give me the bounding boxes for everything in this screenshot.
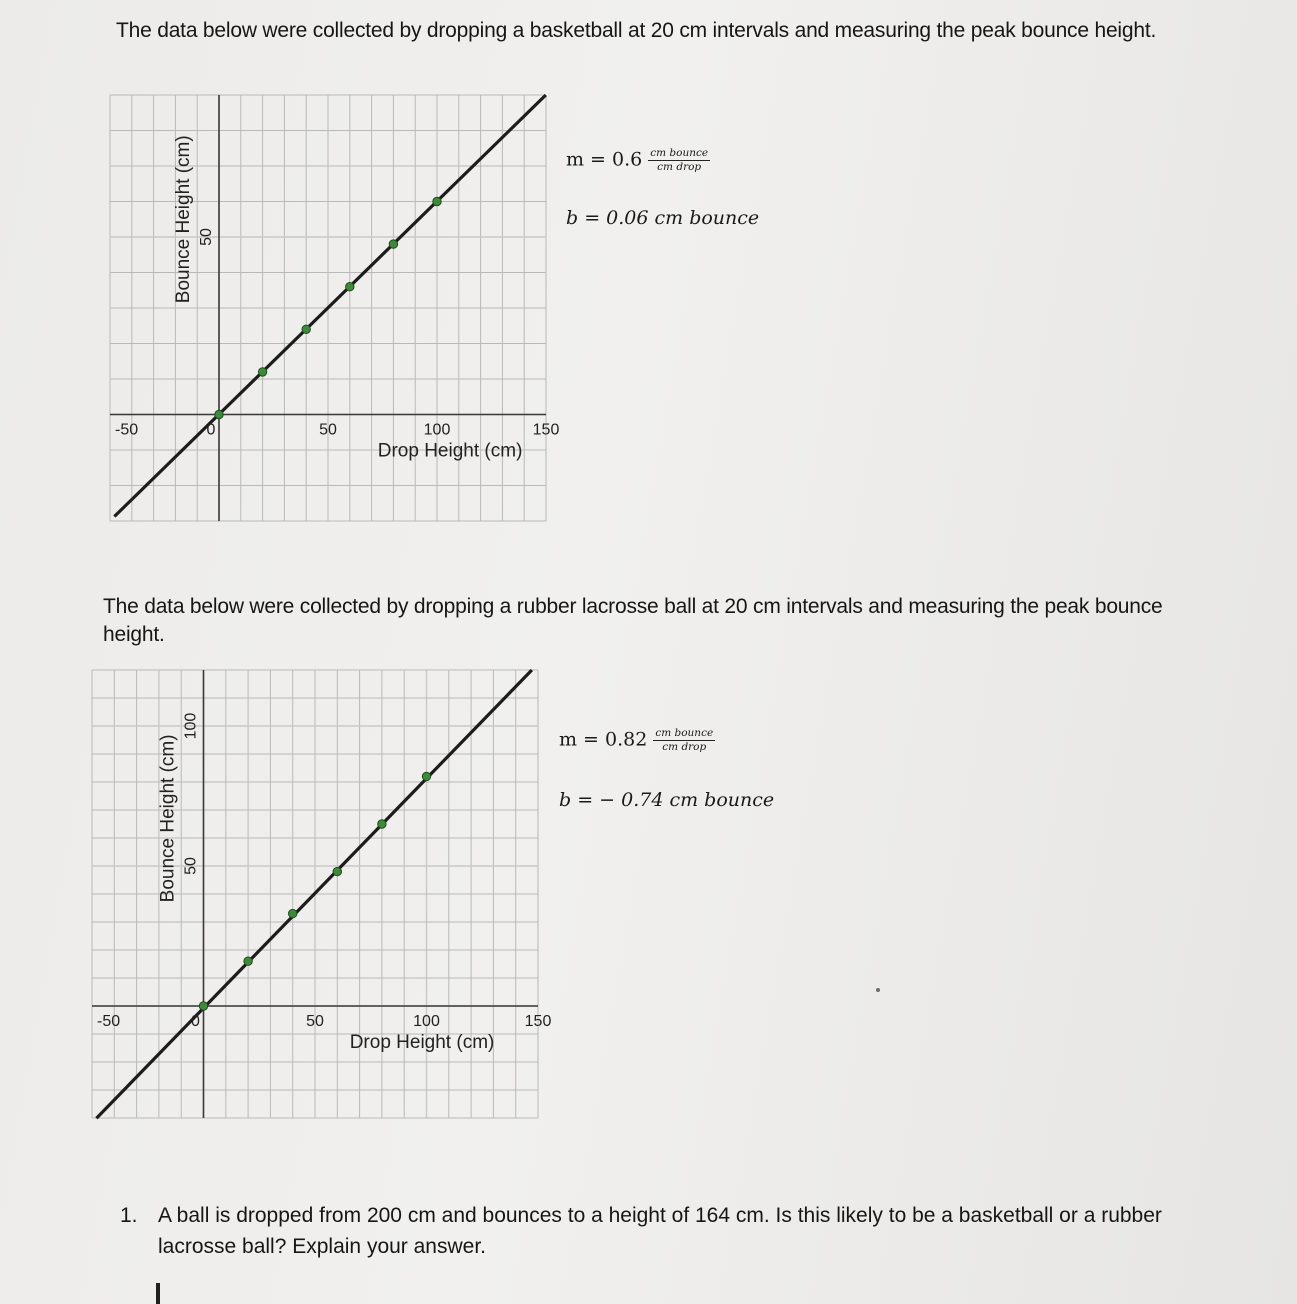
x-tick-label: 100 bbox=[423, 421, 451, 439]
lacrosse-intercept-equation: b = − 0.74 cm bounce bbox=[559, 789, 775, 811]
question-text: A ball is dropped from 200 cm and bounces to a height of 164 cm. Is this likely to be a basketball or a rubber lacrosse ball? Explain your answer. bbox=[158, 1204, 1162, 1258]
unit-denominator: cm drop bbox=[657, 161, 702, 173]
x-tick-label: 150 bbox=[524, 1013, 552, 1030]
data-point bbox=[378, 820, 386, 828]
lacrosse-chart bbox=[92, 670, 552, 1130]
x-tick-label: 100 bbox=[413, 1013, 440, 1030]
paper-speck bbox=[876, 988, 880, 992]
basketball-intercept-equation: b = 0.06 cm bounce bbox=[566, 207, 760, 229]
data-point bbox=[422, 772, 430, 780]
basketball-intro-text: The data below were collected by dropping a basketball at 20 cm intervals and measuring the peak bounce height. bbox=[116, 19, 1157, 42]
data-point bbox=[333, 867, 341, 875]
x-tick-label: 50 bbox=[306, 1013, 324, 1030]
unit-denominator: cm drop bbox=[662, 741, 707, 753]
basketball-slope-equation bbox=[566, 147, 710, 174]
x-tick-label: -50 bbox=[115, 421, 139, 439]
x-tick-label: 0 bbox=[191, 1013, 200, 1030]
y-tick-label: 50 bbox=[198, 228, 215, 246]
question-number: 1. bbox=[120, 1204, 138, 1227]
x-tick-label: 150 bbox=[532, 421, 560, 439]
x-tick-label: -50 bbox=[97, 1013, 121, 1030]
data-point bbox=[433, 197, 441, 205]
data-point bbox=[302, 325, 310, 333]
slope-unit-fraction bbox=[648, 147, 710, 174]
data-point bbox=[258, 368, 266, 376]
data-point bbox=[389, 240, 397, 248]
unit-numerator: cm bounce bbox=[655, 727, 714, 739]
data-point bbox=[244, 957, 252, 965]
lacrosse-slope-value: m = 0.82 bbox=[559, 728, 648, 751]
lacrosse-intro-text: The data below were collected by dropping a rubber lacrosse ball at 20 cm intervals and measuring the peak bounce height. bbox=[103, 595, 1163, 646]
slope-unit-fraction bbox=[653, 727, 715, 754]
x-tick-label: 0 bbox=[206, 421, 216, 439]
data-point bbox=[215, 410, 223, 418]
y-axis-label: Bounce Height (cm) bbox=[173, 135, 194, 304]
lacrosse-slope-equation bbox=[559, 727, 715, 754]
basketball-chart bbox=[110, 95, 560, 525]
y-tick-label: 100 bbox=[182, 712, 200, 740]
y-tick-label: 50 bbox=[182, 857, 200, 875]
x-tick-label: 50 bbox=[319, 421, 337, 439]
data-point bbox=[289, 909, 297, 917]
y-axis-label: Bounce Height (cm) bbox=[157, 734, 179, 903]
data-point bbox=[346, 283, 354, 291]
text-cursor[interactable] bbox=[156, 1283, 160, 1304]
unit-numerator: cm bounce bbox=[650, 147, 709, 159]
x-axis-label: Drop Height (cm) bbox=[349, 1032, 495, 1053]
basketball-slope-value: m = 0.6 bbox=[566, 148, 643, 171]
data-point bbox=[199, 1002, 207, 1010]
x-axis-label: Drop Height (cm) bbox=[377, 440, 523, 462]
